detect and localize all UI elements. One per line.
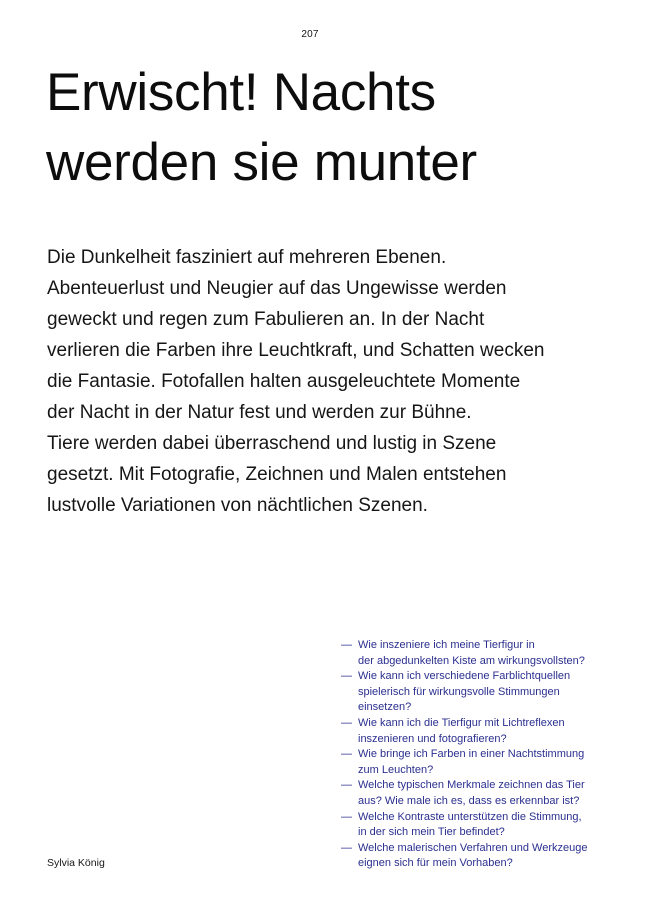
question-line: Welche Kontraste unterstützen die Stimmung, <box>358 810 582 823</box>
dash-marker: — <box>341 639 352 651</box>
paragraph-line: geweckt und regen zum Fabulieren an. In der Nacht <box>47 309 485 330</box>
page-title <box>46 58 477 198</box>
author-credit: Sylvia König <box>47 857 105 869</box>
question-line: spielerisch für wirkungsvolle Stimmungen <box>358 685 560 698</box>
question-line: aus? Wie male ich es, dass es erkennbar ist? <box>358 794 580 807</box>
question-line: Welche malerischen Verfahren und Werkzeuge <box>358 841 588 854</box>
question-item <box>341 810 641 841</box>
paragraph-line: der Nacht in der Natur fest und werden zur Bühne. <box>47 402 472 423</box>
question-list <box>341 638 641 872</box>
question-line: in der sich mein Tier befindet? <box>358 826 505 839</box>
paragraph-line: die Fantasie. Fotofallen halten ausgeleuchtete Momente <box>47 371 521 392</box>
question-item <box>341 841 641 872</box>
dash-marker: — <box>341 716 352 729</box>
title-line: werden sie munter <box>46 133 477 192</box>
question-item <box>341 669 641 716</box>
question-line: inszenieren und fotografieren? <box>358 732 507 745</box>
paragraph-line: gesetzt. Mit Fotografie, Zeichnen und Malen entstehen <box>47 464 507 485</box>
question-line: Wie kann ich verschiedene Farblichtquellen <box>358 670 571 683</box>
question-line: Welche typischen Merkmale zeichnen das Tier <box>358 779 585 792</box>
paragraph-line: Tiere werden dabei überraschend und lustig in Szene <box>47 433 497 454</box>
paragraph-line: Abenteuerlust und Neugier auf das Ungewisse werden <box>47 278 507 299</box>
title-line: Erwischt! Nachts <box>46 63 436 122</box>
question-item <box>341 638 641 669</box>
paragraph-line: lustvolle Variationen von nächtlichen Szenen. <box>47 495 428 516</box>
question-line: einsetzen? <box>358 701 412 714</box>
question-line: Wie kann ich die Tierfigur mit Lichtreflexen <box>358 716 565 729</box>
dash-marker: — <box>341 670 352 683</box>
dash-marker: — <box>341 748 352 761</box>
question-line: der abgedunkelten Kiste am wirkungsvollsten? <box>358 654 585 667</box>
paragraph-line: Die Dunkelheit fasziniert auf mehreren Ebenen. <box>47 247 447 268</box>
dash-marker: — <box>341 810 352 823</box>
question-line: eignen sich für mein Vorhaben? <box>358 857 513 870</box>
intro-paragraph <box>47 242 637 521</box>
question-line: Wie inszeniere ich meine Tierfigur in <box>358 639 535 651</box>
dash-marker: — <box>341 779 352 792</box>
question-item <box>341 716 641 747</box>
question-item <box>341 747 641 778</box>
question-line: Wie bringe ich Farben in einer Nachtstimmung <box>358 748 585 761</box>
page-number: 207 <box>301 29 319 40</box>
paragraph-line: verlieren die Farben ihre Leuchtkraft, und Schatten wecken <box>47 340 545 361</box>
question-item <box>341 778 641 809</box>
question-line: zum Leuchten? <box>358 763 434 776</box>
dash-marker: — <box>341 841 352 854</box>
